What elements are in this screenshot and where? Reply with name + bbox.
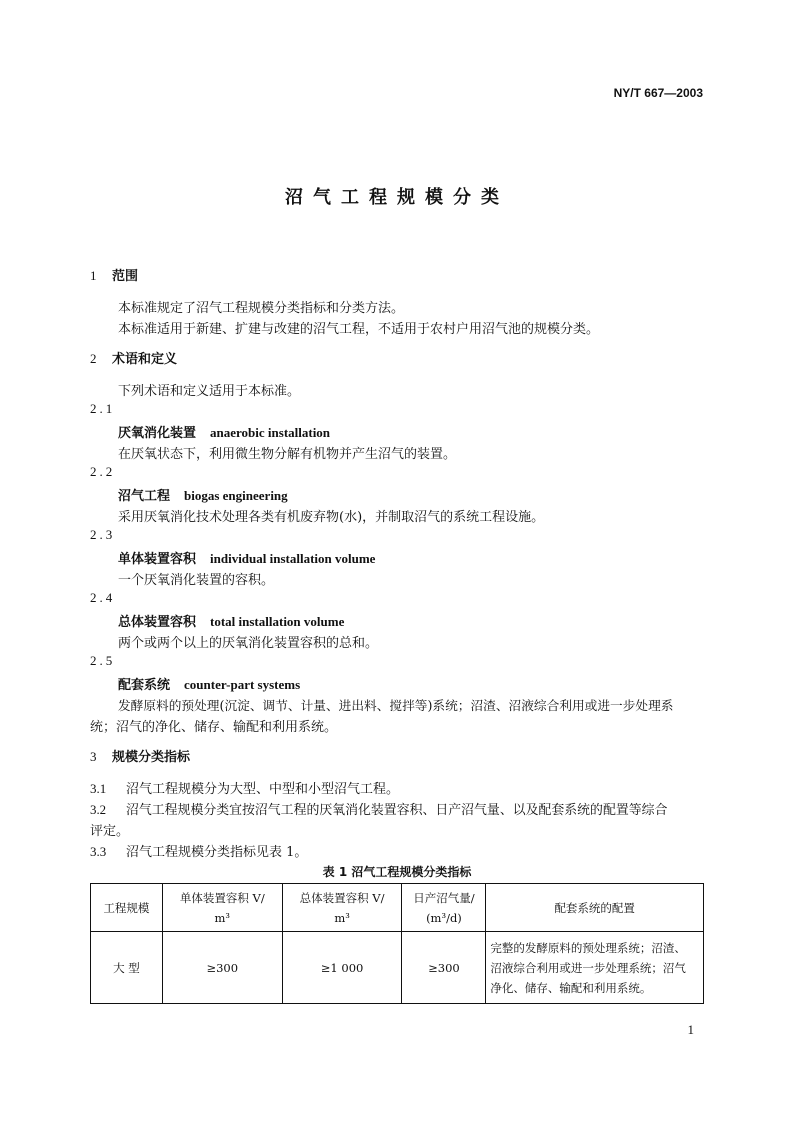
section-number: 2 [90, 351, 97, 366]
term-definition-continued: 统；沼气的净化、储存、输配和利用系统。 [90, 720, 338, 735]
term-en: total installation volume [210, 614, 345, 629]
document-title: 沼气工程规模分类 [285, 187, 509, 208]
header-total-volume [282, 884, 402, 932]
term-en: individual installation volume [210, 551, 376, 566]
term-en: biogas engineering [184, 488, 288, 503]
term-heading [118, 674, 300, 693]
term-number: 2.3 [90, 527, 116, 542]
section-number: 3 [90, 749, 97, 764]
cell-total-volume: ≥1 000 [282, 932, 402, 1004]
page-number: 1 [687, 1022, 694, 1037]
cell-scale: 大 型 [91, 932, 163, 1004]
scale-classification-table [90, 883, 704, 1004]
term-definition: 一个厌氧消化装置的容积。 [118, 573, 275, 588]
term-number: 2.4 [90, 590, 116, 605]
standard-number: NY/T 667—2003 [613, 86, 703, 100]
term-cn: 总体装置容积 [118, 615, 197, 630]
clause [90, 778, 399, 797]
header-line: 单体装置容积 V/ [179, 890, 265, 905]
term-definition: 在厌氧状态下，利用微生物分解有机物并产生沼气的装置。 [118, 447, 457, 462]
clause-number: 3.1 [90, 781, 107, 796]
config-line: 完整的发酵原料的预处理系统；沼渣、 [490, 940, 686, 955]
cell-single-volume: ≥300 [162, 932, 282, 1004]
section-title: 规模分类指标 [112, 750, 191, 765]
clause-text-continued: 评定。 [90, 824, 130, 839]
header-unit: m³ [334, 910, 350, 925]
paragraph: 下列术语和定义适用于本标准。 [118, 384, 301, 399]
term-heading [118, 422, 330, 441]
table-header-row [91, 884, 704, 932]
clause-number: 3.2 [90, 803, 107, 817]
cell-config [486, 932, 704, 1004]
header-unit: (m³/d) [426, 910, 462, 925]
term-definition: 两个或两个以上的厌氧消化装置容积的总和。 [118, 636, 379, 651]
clause-text: 沼气工程规模分类宜按沼气工程的厌氧消化装置容积、日产沼气量、以及配套系统的配置等综合 [126, 803, 668, 818]
clause-text: 沼气工程规模分类指标见表 1。 [126, 845, 308, 860]
clause [90, 799, 667, 818]
section-3-heading [90, 746, 190, 765]
term-en: anaerobic installation [210, 425, 331, 440]
header-daily-gas [402, 884, 486, 932]
section-number: 1 [90, 268, 97, 283]
term-number: 2.1 [90, 401, 116, 416]
table-row [91, 932, 704, 1004]
clause-text: 沼气工程规模分为大型、中型和小型沼气工程。 [126, 782, 400, 797]
section-title: 术语和定义 [112, 352, 178, 367]
term-cn: 单体装置容积 [118, 552, 197, 567]
term-heading [118, 485, 288, 504]
term-definition: 发酵原料的预处理(沉淀、调节、计量、进出料、搅拌等)系统；沼渣、沼液综合利用或进一步处理系 [118, 698, 674, 713]
term-heading [118, 548, 375, 567]
clause [90, 841, 307, 860]
term-heading [118, 611, 344, 630]
term-cn: 配套系统 [118, 678, 171, 693]
cell-daily-gas: ≥300 [402, 932, 486, 1004]
section-2-heading [90, 348, 177, 367]
table-caption: 表 1 沼气工程规模分类指标 [322, 865, 472, 879]
term-en: counter-part systems [184, 677, 301, 692]
term-cn: 厌氧消化装置 [118, 426, 197, 441]
header-unit: m³ [214, 910, 231, 925]
paragraph: 本标准规定了沼气工程规模分类指标和分类方法。 [118, 301, 405, 316]
section-1-heading [90, 265, 138, 284]
header-config: 配套系统的配置 [486, 884, 704, 932]
paragraph: 本标准适用于新建、扩建与改建的沼气工程，不适用于农村户用沼气池的规模分类。 [118, 322, 600, 337]
config-line: 沼液综合利用或进一步处理系统；沼气 [490, 960, 686, 975]
term-number: 2.2 [90, 464, 116, 479]
term-definition: 采用厌氧消化技术处理各类有机废弃物(水)，并制取沼气的系统工程设施。 [118, 510, 545, 525]
term-cn: 沼气工程 [118, 489, 171, 504]
header-line: 日产沼气量/ [413, 890, 475, 905]
header-single-volume [162, 884, 282, 932]
header-scale: 工程规模 [91, 884, 163, 932]
header-line: 总体装置容积 V/ [299, 890, 385, 905]
clause-number: 3.3 [90, 844, 107, 859]
term-number: 2.5 [90, 653, 116, 668]
section-title: 范围 [112, 269, 139, 284]
config-line: 净化、储存、输配和利用系统。 [490, 980, 652, 995]
